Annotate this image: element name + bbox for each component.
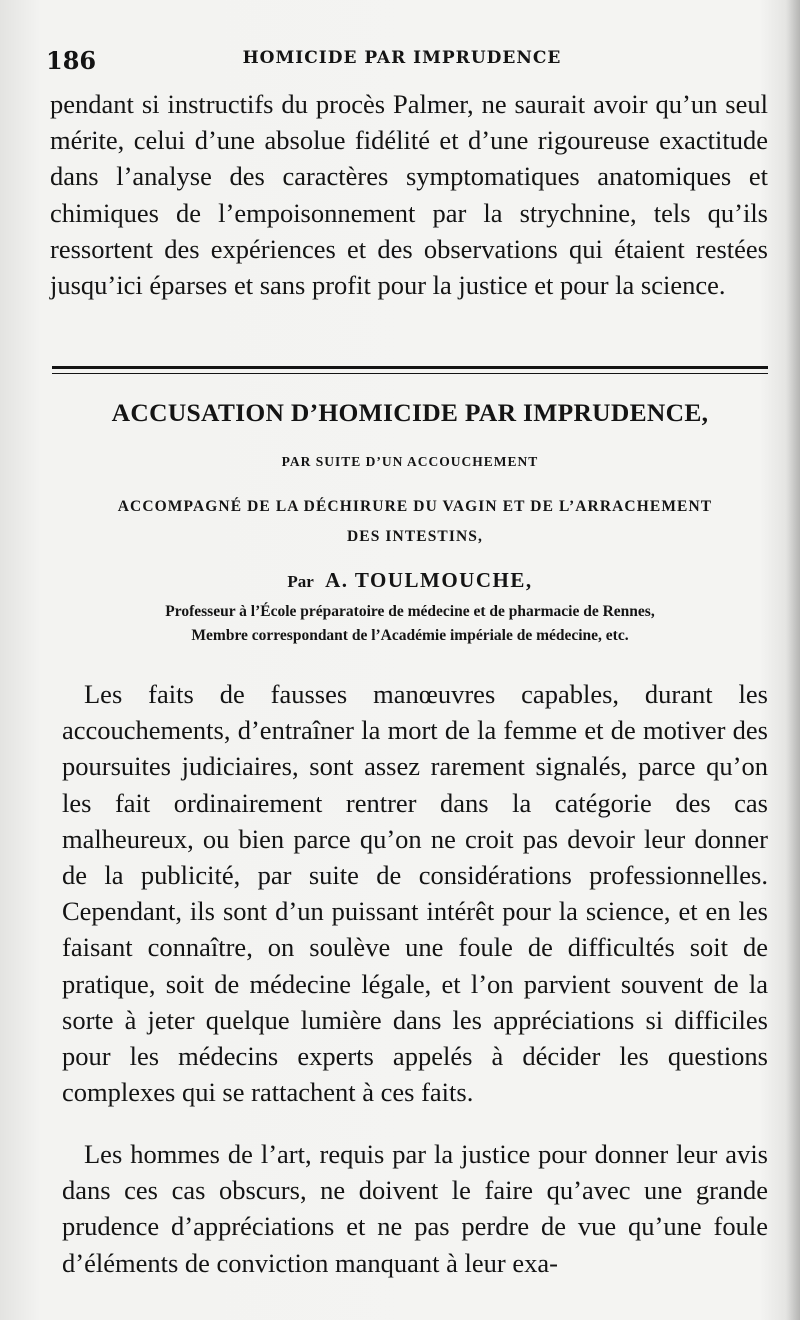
author-affiliation-1: Professeur à l’École préparatoire de médecine et de pharmacie de Rennes, — [165, 603, 655, 620]
section-rule-thin — [52, 373, 768, 374]
author-name: A. TOULMOUCHE, — [325, 568, 533, 592]
article-subtitle: PAR SUITE D’UN ACCOUCHEMENT — [281, 454, 539, 469]
intro-paragraph: pendant si instructifs du procès Palmer, ne saurait avoir qu’un seul mérite, celui d’une absolue fidélité et d’une rigoureuse exactitude dans l’analyse des caractères symptomatiques anatomiques et chimiques de l’empoisonnement par la strychnine, tels qu’ils ressortent des expériences et des observations qui étaient restées jusqu’ici éparses et sans profit pour la justice et pour la science. — [50, 89, 768, 301]
article-title: ACCUSATION D’HOMICIDE PAR IMPRUDENCE, — [111, 398, 709, 427]
author-affiliation-2: Membre correspondant de l’Académie impériale de médecine, etc. — [191, 627, 629, 644]
article-subtitle-secondary-line-2: DES INTESTINS, — [346, 528, 483, 545]
author-prefix: Par — [287, 572, 314, 591]
page-header — [46, 42, 758, 82]
page-edge-shadow — [786, 0, 800, 1320]
running-title: HOMICIDE PAR IMPRUDENCE — [242, 48, 562, 68]
section-rule-thick — [52, 366, 768, 369]
body-paragraph-2: Les hommes de l’art, requis par la justice pour donner leur avis dans ces cas obscurs, ne doivent le faire qu’avec une grande prudence d’appréciations et ne pas perdre de vue qu’une foule d’éléments de conviction manquant à leur exa- — [62, 1139, 768, 1278]
body-paragraph-1: Les faits de fausses manœuvres capables, durant les accouchements, d’entraîner la mort de la femme et de motiver des poursuites judiciaires, sont assez rarement signalés, parce qu’on les fait ordinairement rentrer dans la catégorie des cas malheureux, ou bien parce qu’on ne croit pas devoir leur donner de la publicité, par suite de considérations professionnelles. Cependant, ils sont d’un puissant intérêt pour la science, et en les faisant connaître, on soulève une foule de difficultés soit de pratique, soit de médecine légale, et l’on parvient souvent de la sorte à jeter quelque lumière dans les appréciations si difficiles pour les médecins experts appelés à décider les questions complexes qui se rattachent à ces faits. — [62, 679, 768, 1108]
article-author — [60, 568, 760, 593]
article-subtitle-secondary-line-1: ACCOMPAGNÉ DE LA DÉCHIRURE DU VAGIN ET DE L’ARRACHEMENT — [117, 498, 713, 515]
page-number: 186 — [46, 46, 97, 75]
article-subtitle-secondary — [60, 492, 770, 552]
